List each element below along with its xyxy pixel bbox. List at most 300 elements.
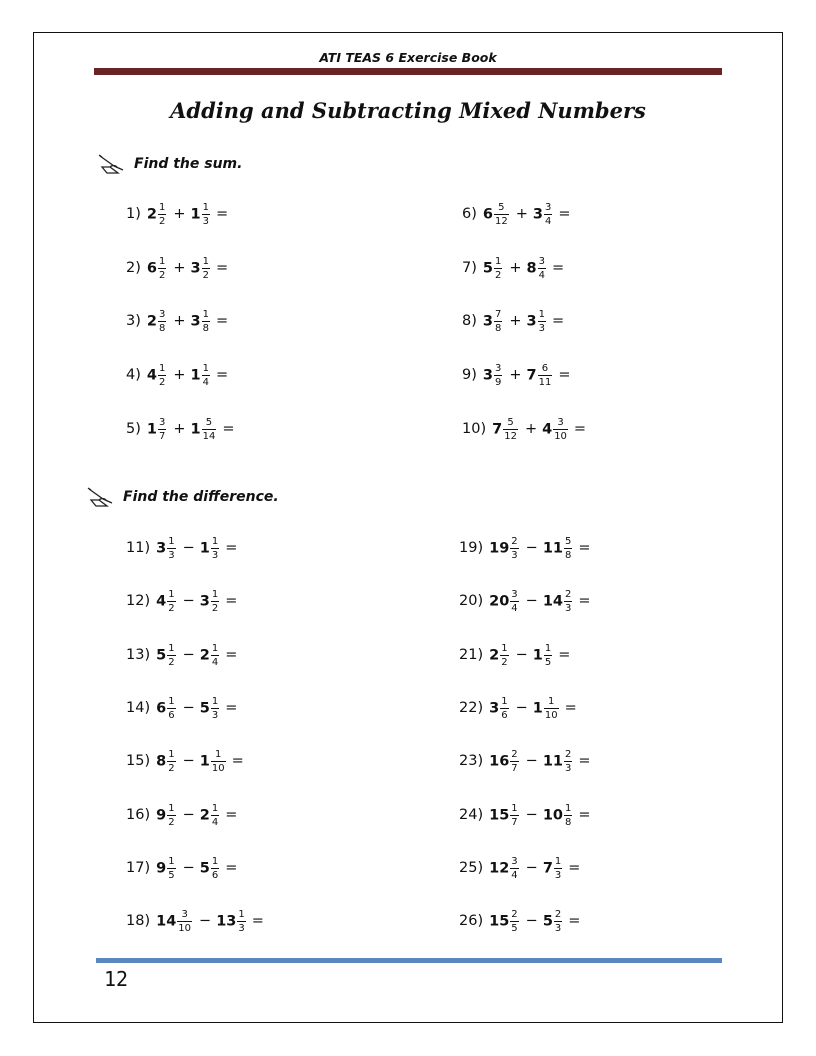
mixed-number-first — [489, 803, 521, 828]
fraction-bar — [510, 921, 518, 922]
sum-section-label: Find the sum. — [134, 156, 243, 172]
numerator: 1 — [158, 201, 166, 213]
equals-sign: = — [558, 647, 571, 663]
whole-part: 1 — [199, 540, 210, 556]
operator: − — [182, 647, 195, 663]
fraction — [564, 749, 572, 774]
fraction-bar — [158, 375, 166, 376]
fraction-bar — [510, 868, 518, 869]
operator: − — [515, 647, 528, 663]
fraction-bar — [510, 548, 518, 549]
problem-number: 15) — [126, 753, 151, 769]
whole-part: 15 — [489, 913, 510, 929]
denominator: 4 — [202, 376, 209, 388]
fraction — [167, 696, 175, 721]
whole-part: 4 — [146, 367, 157, 383]
fraction-bar — [158, 429, 166, 430]
fraction — [167, 643, 175, 668]
numerator: 1 — [202, 255, 209, 267]
mixed-number-second — [191, 417, 219, 442]
fraction — [158, 309, 166, 334]
fraction-bar — [494, 321, 502, 322]
fraction — [500, 696, 508, 721]
equals-sign: = — [225, 860, 238, 876]
mixed-number-first — [489, 909, 521, 934]
denominator: 2 — [202, 269, 209, 281]
problem-number: 20) — [459, 593, 484, 609]
fraction-bar — [544, 214, 552, 215]
problem-number: 12) — [126, 593, 151, 609]
numerator: 2 — [511, 908, 518, 920]
numerator: 3 — [181, 908, 188, 920]
denominator: 3 — [565, 602, 572, 614]
whole-part: 3 — [156, 540, 167, 556]
fraction — [211, 803, 219, 828]
problem-number: 6) — [462, 206, 477, 222]
numerator: 6 — [541, 362, 549, 374]
whole-part: 3 — [190, 260, 201, 276]
fraction-bar — [500, 708, 508, 709]
whole-part: 1 — [190, 367, 201, 383]
problem-number: 17) — [126, 860, 151, 876]
operator: + — [524, 421, 538, 437]
fraction-bar — [538, 321, 546, 322]
denominator: 6 — [168, 709, 175, 721]
fraction — [510, 536, 518, 561]
problem-number: 16) — [126, 807, 151, 823]
fraction — [544, 202, 552, 227]
denominator: 3 — [554, 922, 562, 934]
denominator: 3 — [202, 215, 209, 227]
operator: + — [515, 206, 528, 222]
whole-part: 5 — [199, 700, 210, 716]
denominator: 10 — [178, 922, 192, 934]
whole-part: 6 — [482, 206, 493, 222]
mixed-number-first — [489, 696, 510, 721]
fraction-bar — [167, 761, 175, 762]
denominator: 10 — [554, 430, 567, 442]
fraction — [167, 536, 175, 561]
mixed-number-second — [533, 696, 561, 721]
whole-part: 6 — [156, 700, 167, 716]
fraction — [553, 417, 568, 442]
numerator: 1 — [158, 255, 166, 267]
fraction — [158, 363, 166, 388]
whole-part: 3 — [532, 206, 543, 222]
denominator: 8 — [565, 816, 572, 828]
whole-part: 3 — [482, 367, 493, 383]
problem-sum — [462, 356, 571, 394]
equals-sign: = — [578, 807, 591, 823]
numerator: 1 — [211, 535, 219, 547]
fraction-bar — [554, 868, 562, 869]
fraction — [503, 417, 518, 442]
problem-difference — [459, 529, 591, 567]
denominator: 4 — [544, 215, 552, 227]
fraction — [211, 749, 226, 774]
fraction — [494, 309, 502, 334]
mixed-number-second — [543, 803, 575, 828]
whole-part: 1 — [532, 647, 543, 663]
numerator: 1 — [501, 642, 508, 654]
problem-number: 23) — [459, 753, 484, 769]
problem-sum — [126, 410, 235, 448]
equals-sign: = — [564, 700, 577, 716]
numerator: 1 — [211, 642, 219, 654]
mixed-number-second — [533, 643, 554, 668]
fraction — [510, 589, 518, 614]
mixed-number-second — [527, 256, 548, 281]
operator: − — [525, 540, 538, 556]
operator: + — [173, 367, 186, 383]
fraction — [211, 536, 219, 561]
mixed-number-second — [527, 309, 548, 334]
equals-sign: = — [573, 421, 587, 437]
problem-number: 4) — [126, 367, 141, 383]
fraction — [494, 202, 509, 227]
denominator: 8 — [494, 322, 502, 334]
numerator: 1 — [215, 748, 222, 760]
problem-difference — [126, 849, 237, 887]
fraction-bar — [237, 921, 245, 922]
numerator: 1 — [168, 695, 175, 707]
whole-part: 5 — [199, 860, 210, 876]
operator: − — [525, 913, 538, 929]
numerator: 5 — [565, 535, 572, 547]
problem-number: 14) — [126, 700, 151, 716]
denominator: 4 — [511, 869, 518, 881]
mixed-number-first — [156, 589, 177, 614]
numerator: 1 — [211, 588, 219, 600]
whole-part: 14 — [542, 593, 564, 609]
fraction-bar — [564, 601, 572, 602]
equals-sign: = — [551, 260, 565, 276]
fraction — [202, 309, 210, 334]
whole-part: 20 — [489, 593, 510, 609]
fraction-bar — [167, 601, 175, 602]
fraction — [564, 536, 572, 561]
problem-number: 11) — [126, 540, 151, 556]
whole-part: 5 — [156, 647, 167, 663]
mixed-number-second — [542, 417, 570, 442]
whole-part: 5 — [542, 913, 553, 929]
page-title: Adding and Subtracting Mixed Numbers — [170, 98, 646, 123]
denominator: 2 — [211, 602, 219, 614]
page-number: 12 — [104, 967, 129, 991]
equals-sign: = — [215, 313, 229, 329]
fraction-bar — [202, 214, 210, 215]
equals-sign: = — [225, 807, 238, 823]
fraction-bar — [503, 429, 518, 430]
mixed-number-second — [200, 536, 221, 561]
denominator: 4 — [211, 816, 219, 828]
equals-sign: = — [215, 206, 229, 222]
fraction — [237, 909, 245, 934]
operator: − — [525, 593, 538, 609]
fraction — [202, 363, 210, 388]
mixed-number-second — [191, 309, 212, 334]
denominator: 5 — [168, 869, 175, 881]
denominator: 2 — [501, 656, 508, 668]
fraction-bar — [553, 429, 568, 430]
mixed-number-first — [147, 309, 168, 334]
mixed-number-first — [489, 749, 521, 774]
fraction — [202, 417, 217, 442]
numerator: 1 — [168, 855, 175, 867]
fraction-bar — [500, 655, 508, 656]
running-header: ATI TEAS 6 Exercise Book — [319, 50, 497, 65]
problem-number: 1) — [126, 206, 141, 222]
fraction-bar — [202, 429, 217, 430]
denominator: 12 — [504, 430, 517, 442]
problem-number: 25) — [459, 860, 484, 876]
problem-number: 19) — [459, 540, 484, 556]
operator: − — [182, 593, 195, 609]
denominator: 3 — [238, 922, 245, 934]
numerator: 1 — [211, 855, 219, 867]
operator: − — [182, 860, 195, 876]
whole-part: 2 — [199, 807, 210, 823]
fraction — [544, 696, 559, 721]
mixed-number-second — [200, 643, 221, 668]
fraction-bar — [167, 868, 175, 869]
fraction-bar — [202, 321, 210, 322]
mixed-number-second — [543, 589, 575, 614]
problem-number: 9) — [462, 367, 477, 383]
fraction-bar — [494, 375, 502, 376]
numerator: 1 — [168, 588, 175, 600]
fraction-bar — [538, 268, 546, 269]
mixed-number-first — [147, 202, 168, 227]
denominator: 3 — [211, 709, 219, 721]
fraction-bar — [211, 548, 219, 549]
numerator: 3 — [544, 201, 552, 213]
numerator: 1 — [158, 362, 166, 374]
fraction — [554, 909, 562, 934]
fraction-bar — [167, 548, 175, 549]
operator: − — [525, 860, 538, 876]
fraction-bar — [510, 761, 518, 762]
equals-sign: = — [558, 206, 571, 222]
mixed-number-second — [200, 696, 221, 721]
denominator: 9 — [494, 376, 502, 388]
fraction — [510, 803, 518, 828]
fraction-bar — [158, 321, 166, 322]
equals-sign: = — [578, 753, 591, 769]
fraction — [500, 643, 508, 668]
problem-difference — [459, 902, 580, 940]
whole-part: 6 — [146, 260, 157, 276]
denominator: 5 — [544, 656, 552, 668]
mixed-number-first — [483, 363, 504, 388]
fraction — [494, 256, 502, 281]
equals-sign: = — [578, 540, 591, 556]
denominator: 2 — [168, 656, 175, 668]
problem-sum — [462, 195, 571, 233]
denominator: 11 — [538, 376, 552, 388]
problem-difference — [126, 529, 237, 567]
whole-part: 7 — [492, 421, 503, 437]
numerator: 3 — [511, 855, 518, 867]
whole-part: 1 — [199, 753, 210, 769]
fraction — [158, 202, 166, 227]
fraction-bar — [211, 601, 219, 602]
problem-number: 5) — [126, 421, 141, 437]
fraction-bar — [167, 708, 175, 709]
mixed-number-first — [156, 749, 177, 774]
denominator: 2 — [168, 602, 175, 614]
denominator: 10 — [544, 709, 558, 721]
fraction-bar — [544, 708, 559, 709]
numerator: 3 — [511, 588, 518, 600]
sum-section-heading — [98, 153, 242, 175]
problem-number: 24) — [459, 807, 484, 823]
fraction — [211, 696, 219, 721]
whole-part: 13 — [216, 913, 237, 929]
fraction-bar — [554, 921, 562, 922]
fraction-bar — [538, 375, 553, 376]
numerator: 2 — [511, 748, 518, 760]
numerator: 2 — [511, 535, 518, 547]
whole-part: 2 — [199, 647, 210, 663]
denominator: 12 — [494, 215, 508, 227]
fraction — [167, 856, 175, 881]
mixed-number-first — [156, 643, 177, 668]
whole-part: 3 — [482, 313, 493, 329]
problem-difference — [126, 742, 244, 780]
numerator: 2 — [565, 588, 572, 600]
operator: + — [173, 260, 186, 276]
denominator: 3 — [511, 549, 518, 561]
problem-number: 22) — [459, 700, 484, 716]
problem-number: 21) — [459, 647, 484, 663]
problem-number: 7) — [462, 260, 477, 276]
mixed-number-first — [483, 256, 504, 281]
whole-part: 19 — [489, 540, 510, 556]
equals-sign: = — [225, 647, 238, 663]
numerator: 3 — [158, 416, 166, 428]
operator: − — [182, 540, 195, 556]
mixed-number-first — [156, 803, 177, 828]
numerator: 1 — [211, 695, 219, 707]
numerator: 1 — [548, 695, 555, 707]
mixed-number-first — [492, 417, 520, 442]
equals-sign: = — [251, 913, 264, 929]
whole-part: 1 — [146, 421, 157, 437]
writing-hand-icon — [98, 153, 126, 175]
numerator: 1 — [168, 642, 175, 654]
fraction-bar — [211, 708, 219, 709]
problem-number: 18) — [126, 913, 151, 929]
problem-difference — [459, 689, 577, 727]
numerator: 1 — [168, 802, 175, 814]
numerator: 1 — [544, 642, 552, 654]
fraction-bar — [510, 601, 518, 602]
fraction-bar — [167, 655, 175, 656]
fraction-bar — [167, 815, 175, 816]
fraction-bar — [564, 548, 572, 549]
denominator: 3 — [554, 869, 562, 881]
operator: + — [509, 260, 522, 276]
fraction — [177, 909, 192, 934]
mixed-number-second — [543, 909, 564, 934]
fraction — [167, 589, 175, 614]
writing-hand-icon — [87, 486, 115, 508]
numerator: 1 — [168, 535, 175, 547]
denominator: 7 — [511, 816, 518, 828]
fraction — [211, 643, 219, 668]
mixed-number-first — [147, 256, 168, 281]
problem-sum — [126, 302, 228, 340]
problem-number: 2) — [126, 260, 141, 276]
fraction — [538, 363, 553, 388]
whole-part: 7 — [526, 367, 537, 383]
denominator: 4 — [511, 602, 518, 614]
fraction-bar — [211, 815, 219, 816]
denominator: 8 — [158, 322, 166, 334]
numerator: 3 — [494, 362, 502, 374]
problem-difference — [459, 582, 591, 620]
fraction-bar — [211, 868, 219, 869]
fraction — [211, 856, 219, 881]
fraction-bar — [494, 214, 509, 215]
fraction — [544, 643, 552, 668]
denominator: 2 — [168, 816, 175, 828]
operator: − — [525, 807, 538, 823]
denominator: 7 — [158, 430, 166, 442]
equals-sign: = — [225, 593, 238, 609]
equals-sign: = — [231, 753, 244, 769]
operator: − — [199, 913, 212, 929]
problem-difference — [459, 636, 570, 674]
problem-difference — [459, 796, 591, 834]
problem-sum — [462, 249, 564, 287]
problem-number: 13) — [126, 647, 151, 663]
denominator: 3 — [565, 762, 572, 774]
operator: − — [525, 753, 538, 769]
problem-number: 10) — [462, 421, 487, 437]
mixed-number-first — [489, 536, 521, 561]
whole-part: 10 — [542, 807, 564, 823]
whole-part: 3 — [526, 313, 537, 329]
mixed-number-second — [200, 856, 221, 881]
whole-part: 2 — [489, 647, 500, 663]
fraction — [538, 309, 546, 334]
whole-part: 16 — [489, 753, 510, 769]
fraction — [202, 256, 210, 281]
numerator: 3 — [538, 255, 545, 267]
whole-part: 2 — [146, 206, 157, 222]
fraction-bar — [202, 375, 210, 376]
fraction — [158, 417, 166, 442]
problem-sum — [126, 356, 228, 394]
fraction-bar — [564, 761, 572, 762]
whole-part: 14 — [156, 913, 177, 929]
mixed-number-second — [533, 202, 554, 227]
fraction-bar — [494, 268, 502, 269]
denominator: 5 — [511, 922, 518, 934]
mixed-number-second — [200, 589, 221, 614]
whole-part: 8 — [156, 753, 167, 769]
mixed-number-first — [156, 909, 194, 934]
fraction-bar — [544, 655, 552, 656]
difference-section-heading — [87, 486, 279, 508]
difference-section-label: Find the difference. — [123, 489, 279, 505]
denominator: 8 — [565, 549, 572, 561]
fraction-bar — [158, 214, 166, 215]
fraction — [564, 803, 572, 828]
fraction — [202, 202, 210, 227]
